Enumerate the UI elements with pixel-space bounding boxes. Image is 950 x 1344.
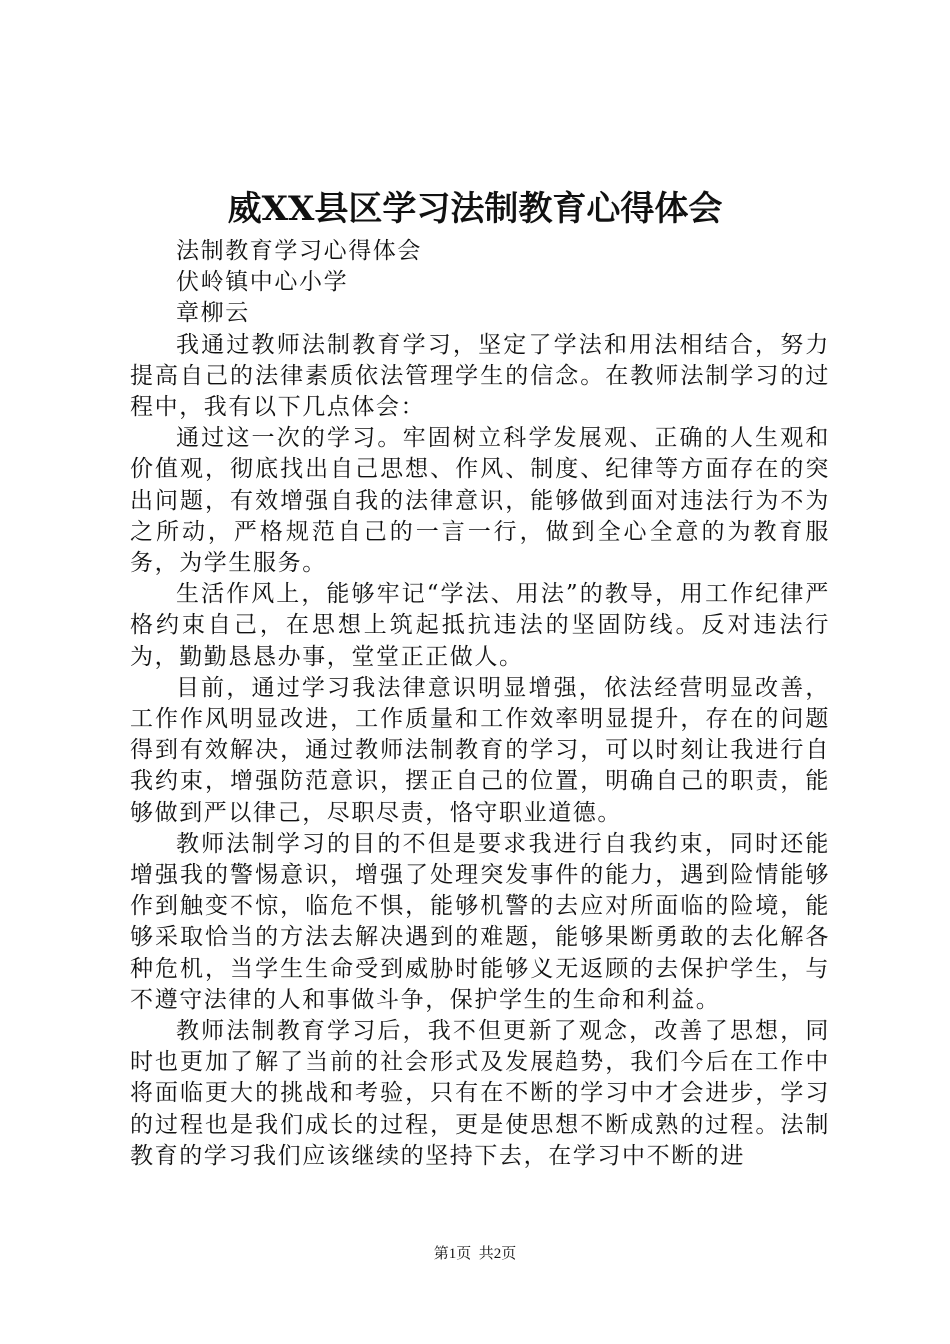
body-paragraph: 教师法制教育学习后，我不但更新了观念，改善了思想，同时也更加了解了当前的社会形式及发展趋势，我们今后在工作中将面临更大的挑战和考验，只有在不断的学习中才会进步，学习的过程也是我们成长的过程，更是使思想不断成熟的过程。法制教育的学习我们应该继续的坚持下去，在学习中不断的进 [130,1018,830,1169]
author-line: 章柳云 [176,300,250,327]
body-paragraph: 生活作风上，能够牢记“学法、用法”的教导，用工作纪律严格约束自己，在思想上筑起抵抗违法的坚固防线。反对违法行为，勤勤恳恳办事，堂堂正正做人。 [130,581,830,670]
school-line: 伏岭镇中心小学 [176,269,349,296]
body-paragraph: 教师法制学习的目的不但是要求我进行自我约束，同时还能增强我的警惕意识，增强了处理突发事件的能力，遇到险情能够作到触变不惊，临危不惧，能够机警的去应对所面临的险境，能够采取恰当的方法去解决遇到的难题，能够果断勇敢的去化解各种危机，当学生生命受到威胁时能够义无返顾的去保护学生，与不遵守法律的人和事做斗争，保护学生的生命和利益。 [130,830,830,1013]
body-paragraph: 通过这一次的学习。牢固树立科学发展观、正确的人生观和价值观，彻底找出自己思想、作风、制度、纪律等方面存在的突出问题，有效增强自我的法律意识，能够做到面对违法行为不为之所动，严格规范自己的一言一行，做到全心全意的为教育服务，为学生服务。 [130,425,830,577]
subtitle-line: 法制教育学习心得体会 [176,238,422,264]
document-title: 威XX县区学习法制教育心得体会 [227,189,723,229]
body-paragraph: 我通过教师法制教育学习，坚定了学法和用法相结合，努力提高自己的法律素质依法管理学生的信念。在教师法制学习的过程中，我有以下几点体会： [130,331,830,421]
document-body [130,236,830,1172]
page-footer: 第1页 共2页 [433,1246,517,1262]
body-paragraph: 目前，通过学习我法律意识明显增强，依法经营明显改善，工作作风明显改进，工作质量和工作效率明显提升，存在的问题得到有效解决，通过教师法制教育的学习，可以时刻让我进行自我约束，增强防范意识，摆正自己的位置，明确自己的职责，能够做到严以律己，尽职尽责，恪守职业道德。 [130,674,830,826]
